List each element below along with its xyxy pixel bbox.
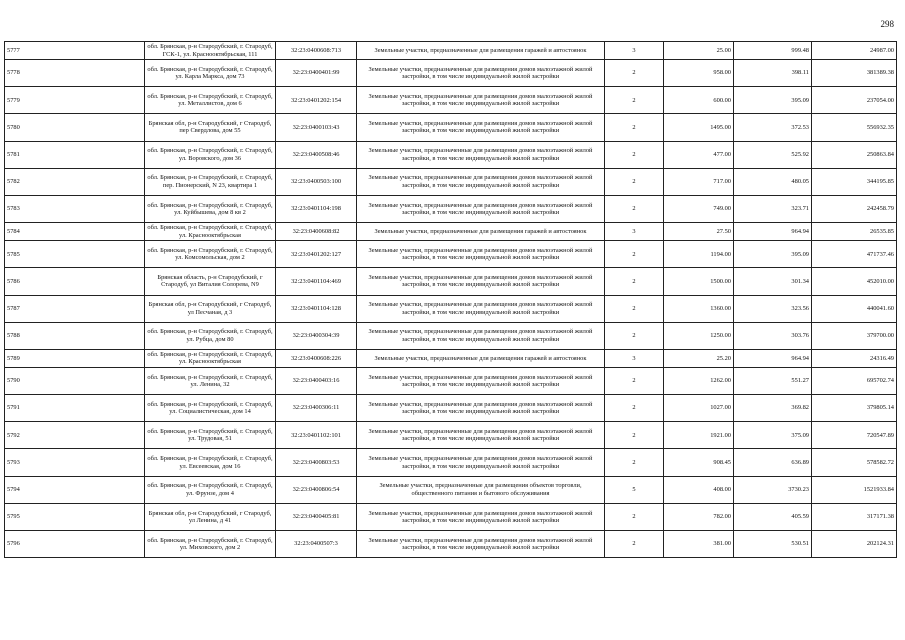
- area-cell: 958.00: [664, 60, 734, 87]
- unit-value-cell: 525.92: [734, 141, 812, 168]
- row-number-cell: 5791: [5, 395, 145, 422]
- land-use-cell: Земельные участки, предназначенные для размещения домов малоэтажной жилой застройки, в том числе индивидуальной жилой застройки: [357, 395, 605, 422]
- row-number-cell: 5786: [5, 268, 145, 295]
- address-cell: обл. Брянская, р-н Стародубский, г. Стародуб, ул. Ленина, 32: [145, 367, 276, 394]
- cadastral-number-cell: 32:23:0401202:127: [276, 241, 357, 268]
- cadastral-value-cell: 381389.38: [812, 60, 897, 87]
- table-row: [5, 531, 897, 558]
- row-number-cell: 5785: [5, 241, 145, 268]
- unit-value-cell: 999.48: [734, 42, 812, 60]
- cadastral-value-cell: 344195.85: [812, 168, 897, 195]
- area-cell: 1250.00: [664, 322, 734, 349]
- land-use-cell: Земельные участки, предназначенные для размещения домов малоэтажной жилой застройки, в том числе индивидуальной жилой застройки: [357, 449, 605, 476]
- table-row: [5, 367, 897, 394]
- unit-value-cell: 405.59: [734, 503, 812, 530]
- row-number-cell: 5792: [5, 422, 145, 449]
- land-use-cell: Земельные участки, предназначенные для размещения домов малоэтажной жилой застройки, в том числе индивидуальной жилой застройки: [357, 422, 605, 449]
- group-cell: 2: [605, 87, 664, 114]
- area-cell: 600.00: [664, 87, 734, 114]
- table-row: [5, 114, 897, 141]
- area-cell: 749.00: [664, 195, 734, 222]
- cadastral-value-table: [4, 41, 897, 558]
- address-cell: обл. Брянская, р-н Стародубский, г. Стародуб, ул. Краснооктябрьская: [145, 223, 276, 241]
- row-number-cell: 5793: [5, 449, 145, 476]
- cadastral-number-cell: 32:23:0401104:128: [276, 295, 357, 322]
- cadastral-number-cell: 32:23:0400405:81: [276, 503, 357, 530]
- table-row: [5, 503, 897, 530]
- page-number: 298: [880, 19, 894, 29]
- unit-value-cell: 636.89: [734, 449, 812, 476]
- unit-value-cell: 372.53: [734, 114, 812, 141]
- group-cell: 3: [605, 349, 664, 367]
- unit-value-cell: 301.34: [734, 268, 812, 295]
- cadastral-value-cell: 578582.72: [812, 449, 897, 476]
- table-row: [5, 322, 897, 349]
- group-cell: 3: [605, 42, 664, 60]
- address-cell: Брянская обл, р-н Стародубский, г Стародуб, ул Песчаная, д 3: [145, 295, 276, 322]
- land-use-cell: Земельные участки, предназначенные для размещения домов малоэтажной жилой застройки, в том числе индивидуальной жилой застройки: [357, 195, 605, 222]
- cadastral-number-cell: 32:23:0401102:101: [276, 422, 357, 449]
- cadastral-number-cell: 32:23:0401202:154: [276, 87, 357, 114]
- unit-value-cell: 398.11: [734, 60, 812, 87]
- address-cell: обл. Брянская, р-н Стародубский, г. Стародуб, ул. Металлистов, дом 6: [145, 87, 276, 114]
- area-cell: 782.00: [664, 503, 734, 530]
- cadastral-value-cell: 242458.79: [812, 195, 897, 222]
- land-use-cell: Земельные участки, предназначенные для размещения домов малоэтажной жилой застройки, в том числе индивидуальной жилой застройки: [357, 268, 605, 295]
- unit-value-cell: 964.94: [734, 223, 812, 241]
- unit-value-cell: 551.27: [734, 367, 812, 394]
- group-cell: 2: [605, 422, 664, 449]
- cadastral-number-cell: 32:23:0401104:198: [276, 195, 357, 222]
- area-cell: 1500.00: [664, 268, 734, 295]
- land-use-cell: Земельные участки, предназначенные для размещения домов малоэтажной жилой застройки, в том числе индивидуальной жилой застройки: [357, 168, 605, 195]
- cadastral-number-cell: 32:23:0400103:43: [276, 114, 357, 141]
- area-cell: 25.20: [664, 349, 734, 367]
- land-use-cell: Земельные участки, предназначенные для размещения гаражей и автостоянок: [357, 42, 605, 60]
- cadastral-number-cell: 32:23:0400806:54: [276, 476, 357, 503]
- table-row: [5, 141, 897, 168]
- area-cell: 1495.00: [664, 114, 734, 141]
- group-cell: 2: [605, 114, 664, 141]
- group-cell: 2: [605, 195, 664, 222]
- address-cell: обл. Брянская, р-н Стародубский, г. Стародуб, ГСК-1, ул. Краснооктябрьская, 111: [145, 42, 276, 60]
- area-cell: 25.00: [664, 42, 734, 60]
- table-body: [5, 42, 897, 558]
- group-cell: 2: [605, 322, 664, 349]
- unit-value-cell: 303.76: [734, 322, 812, 349]
- cadastral-value-cell: 250863.84: [812, 141, 897, 168]
- cadastral-value-cell: 695702.74: [812, 367, 897, 394]
- address-cell: обл. Брянская, р-н Стародубский, г. Стародуб, ул. Краснооктябрьская: [145, 349, 276, 367]
- row-number-cell: 5787: [5, 295, 145, 322]
- cadastral-value-cell: 24987.00: [812, 42, 897, 60]
- table-row: [5, 241, 897, 268]
- address-cell: Брянская обл, р-н Стародубский, г Стародуб, ул Ленина, д 41: [145, 503, 276, 530]
- group-cell: 2: [605, 168, 664, 195]
- group-cell: 2: [605, 241, 664, 268]
- row-number-cell: 5780: [5, 114, 145, 141]
- address-cell: обл. Брянская, р-н Стародубский, г. Стародуб, ул. Куйбышева, дом 8 кв 2: [145, 195, 276, 222]
- unit-value-cell: 395.09: [734, 241, 812, 268]
- cadastral-value-cell: 317171.38: [812, 503, 897, 530]
- unit-value-cell: 323.56: [734, 295, 812, 322]
- group-cell: 2: [605, 449, 664, 476]
- row-number-cell: 5790: [5, 367, 145, 394]
- area-cell: 1360.00: [664, 295, 734, 322]
- row-number-cell: 5788: [5, 322, 145, 349]
- land-use-cell: Земельные участки, предназначенные для размещения домов малоэтажной жилой застройки, в том числе индивидуальной жилой застройки: [357, 141, 605, 168]
- table-row: [5, 295, 897, 322]
- cadastral-number-cell: 32:23:0400608:713: [276, 42, 357, 60]
- cadastral-number-cell: 32:23:0400507:3: [276, 531, 357, 558]
- address-cell: обл. Брянская, р-н Стародубский, г. Стародуб, ул. Воровского, дом 36: [145, 141, 276, 168]
- unit-value-cell: 323.71: [734, 195, 812, 222]
- unit-value-cell: 369.82: [734, 395, 812, 422]
- row-number-cell: 5782: [5, 168, 145, 195]
- table-row: [5, 476, 897, 503]
- group-cell: 2: [605, 503, 664, 530]
- table-row: [5, 449, 897, 476]
- area-cell: 1262.00: [664, 367, 734, 394]
- cadastral-number-cell: 32:23:0400503:100: [276, 168, 357, 195]
- unit-value-cell: 480.05: [734, 168, 812, 195]
- cadastral-value-cell: 379805.14: [812, 395, 897, 422]
- cadastral-value-cell: 1521933.84: [812, 476, 897, 503]
- cadastral-value-cell: 440041.60: [812, 295, 897, 322]
- group-cell: 2: [605, 295, 664, 322]
- cadastral-number-cell: 32:23:0400608:82: [276, 223, 357, 241]
- area-cell: 1194.00: [664, 241, 734, 268]
- table-row: [5, 349, 897, 367]
- unit-value-cell: 530.51: [734, 531, 812, 558]
- area-cell: 1027.00: [664, 395, 734, 422]
- group-cell: 2: [605, 395, 664, 422]
- cadastral-number-cell: 32:23:0400401:99: [276, 60, 357, 87]
- land-use-cell: Земельные участки, предназначенные для размещения домов малоэтажной жилой застройки, в том числе индивидуальной жилой застройки: [357, 60, 605, 87]
- land-use-cell: Земельные участки, предназначенные для размещения домов малоэтажной жилой застройки, в том числе индивидуальной жилой застройки: [357, 531, 605, 558]
- land-use-cell: Земельные участки, предназначенные для размещения домов малоэтажной жилой застройки, в том числе индивидуальной жилой застройки: [357, 241, 605, 268]
- land-use-cell: Земельные участки, предназначенные для размещения объектов торговли, общественного питания и бытового обслуживания: [357, 476, 605, 503]
- cadastral-number-cell: 32:23:0400304:39: [276, 322, 357, 349]
- land-use-cell: Земельные участки, предназначенные для размещения гаражей и автостоянок: [357, 349, 605, 367]
- cadastral-number-cell: 32:23:0400508:46: [276, 141, 357, 168]
- row-number-cell: 5784: [5, 223, 145, 241]
- cadastral-value-cell: 26535.85: [812, 223, 897, 241]
- table-row: [5, 223, 897, 241]
- area-cell: 1921.00: [664, 422, 734, 449]
- table-row: [5, 195, 897, 222]
- unit-value-cell: 3730.23: [734, 476, 812, 503]
- row-number-cell: 5781: [5, 141, 145, 168]
- row-number-cell: 5778: [5, 60, 145, 87]
- table-row: [5, 42, 897, 60]
- area-cell: 908.45: [664, 449, 734, 476]
- group-cell: 5: [605, 476, 664, 503]
- land-use-cell: Земельные участки, предназначенные для размещения домов малоэтажной жилой застройки, в том числе индивидуальной жилой застройки: [357, 114, 605, 141]
- row-number-cell: 5789: [5, 349, 145, 367]
- table-row: [5, 87, 897, 114]
- address-cell: Брянская обл, р-н Стародубский, г Стародуб, пер Свердлова, дом 55: [145, 114, 276, 141]
- area-cell: 27.50: [664, 223, 734, 241]
- address-cell: обл. Брянская, р-н Стародубский, г. Стародуб, ул. Трудовая, 51: [145, 422, 276, 449]
- cadastral-number-cell: 32:23:0400306:11: [276, 395, 357, 422]
- address-cell: обл. Брянская, р-н Стародубский, г. Стародуб, ул. Социалистическая, дом 14: [145, 395, 276, 422]
- unit-value-cell: 964.94: [734, 349, 812, 367]
- cadastral-value-cell: 24316.49: [812, 349, 897, 367]
- address-cell: обл. Брянская, р-н Стародубский, г. Стародуб, ул. Фрунзе, дом 4: [145, 476, 276, 503]
- land-use-cell: Земельные участки, предназначенные для размещения домов малоэтажной жилой застройки, в том числе индивидуальной жилой застройки: [357, 367, 605, 394]
- area-cell: 717.00: [664, 168, 734, 195]
- group-cell: 2: [605, 268, 664, 295]
- cadastral-value-cell: 202124.31: [812, 531, 897, 558]
- land-use-cell: Земельные участки, предназначенные для размещения домов малоэтажной жилой застройки, в том числе индивидуальной жилой застройки: [357, 503, 605, 530]
- cadastral-value-cell: 471737.46: [812, 241, 897, 268]
- row-number-cell: 5794: [5, 476, 145, 503]
- area-cell: 381.00: [664, 531, 734, 558]
- group-cell: 2: [605, 60, 664, 87]
- group-cell: 3: [605, 223, 664, 241]
- cadastral-value-cell: 720547.89: [812, 422, 897, 449]
- table-row: [5, 60, 897, 87]
- group-cell: 2: [605, 531, 664, 558]
- cadastral-value-cell: 556932.35: [812, 114, 897, 141]
- land-use-cell: Земельные участки, предназначенные для размещения домов малоэтажной жилой застройки, в том числе индивидуальной жилой застройки: [357, 295, 605, 322]
- table-row: [5, 268, 897, 295]
- group-cell: 2: [605, 141, 664, 168]
- land-use-cell: Земельные участки, предназначенные для размещения домов малоэтажной жилой застройки, в том числе индивидуальной жилой застройки: [357, 87, 605, 114]
- address-cell: обл. Брянская, р-н Стародубский, г. Стародуб, ул. Миховского, дом 2: [145, 531, 276, 558]
- cadastral-number-cell: 32:23:0400403:16: [276, 367, 357, 394]
- cadastral-number-cell: 32:23:0400608:226: [276, 349, 357, 367]
- cadastral-value-cell: 379700.00: [812, 322, 897, 349]
- row-number-cell: 5783: [5, 195, 145, 222]
- row-number-cell: 5796: [5, 531, 145, 558]
- area-cell: 477.00: [664, 141, 734, 168]
- cadastral-number-cell: 32:23:0401104:469: [276, 268, 357, 295]
- unit-value-cell: 375.09: [734, 422, 812, 449]
- cadastral-value-cell: 237054.00: [812, 87, 897, 114]
- address-cell: обл. Брянская, р-н Стародубский, г. Стародуб, ул. Комсомольская, дом 2: [145, 241, 276, 268]
- land-use-cell: Земельные участки, предназначенные для размещения домов малоэтажной жилой застройки, в том числе индивидуальной жилой застройки: [357, 322, 605, 349]
- address-cell: обл. Брянская, р-н Стародубский, г. Стародуб, пер. Пионерский, N 23, квартира 1: [145, 168, 276, 195]
- row-number-cell: 5777: [5, 42, 145, 60]
- address-cell: обл. Брянская, р-н Стародубский, г. Стародуб, ул. Карла Маркса, дом 73: [145, 60, 276, 87]
- row-number-cell: 5795: [5, 503, 145, 530]
- table-row: [5, 395, 897, 422]
- table-row: [5, 422, 897, 449]
- unit-value-cell: 395.09: [734, 87, 812, 114]
- address-cell: Брянская область, р-н Стародубский, г Стародуб, ул Виталия Солорева, N9: [145, 268, 276, 295]
- row-number-cell: 5779: [5, 87, 145, 114]
- group-cell: 2: [605, 367, 664, 394]
- table-row: [5, 168, 897, 195]
- cadastral-number-cell: 32:23:0400803:53: [276, 449, 357, 476]
- cadastral-value-cell: 452010.00: [812, 268, 897, 295]
- area-cell: 408.00: [664, 476, 734, 503]
- address-cell: обл. Брянская, р-н Стародубский, г. Стародуб, ул. Рубца, дом 80: [145, 322, 276, 349]
- address-cell: обл. Брянская, р-н Стародубский, г. Стародуб, ул. Евсеевская, дом 16: [145, 449, 276, 476]
- land-use-cell: Земельные участки, предназначенные для размещения гаражей и автостоянок: [357, 223, 605, 241]
